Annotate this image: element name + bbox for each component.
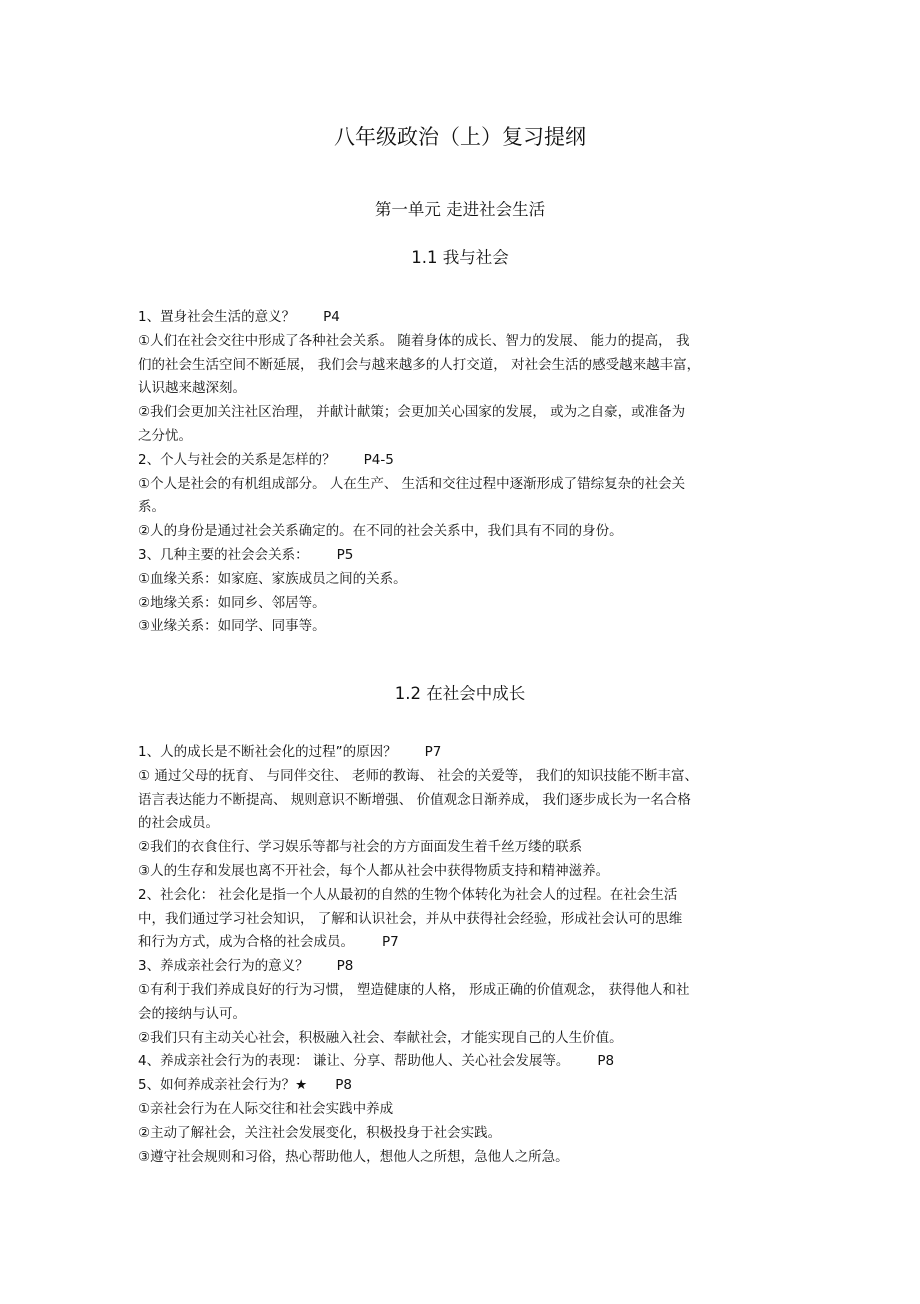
text-line xyxy=(138,1027,788,1051)
line-text: 5、如何养成亲社会行为？★ xyxy=(138,1077,308,1094)
text-line xyxy=(138,330,788,354)
text-line xyxy=(138,931,788,955)
text-line xyxy=(138,615,788,639)
line-text: ③人的生存和发展也离不开社会，每个人都从社会中获得物质支持和精神滋养。 xyxy=(138,862,610,879)
line-text: ①人们在社会交往中形成了各种社会关系。 随着身体的成长、智力的发展、 能力的提高， 我 xyxy=(138,332,690,349)
line-text: 系。 xyxy=(138,499,165,516)
text-line xyxy=(138,401,788,425)
text-line xyxy=(138,425,788,449)
text-line xyxy=(138,860,788,884)
unit-title: 第一单元 走进社会生活 xyxy=(374,200,546,219)
text-line xyxy=(138,306,788,330)
text-line xyxy=(138,377,788,401)
line-text: 和行为方式，成为合格的社会成员。 xyxy=(138,934,354,951)
line-text: ①血缘关系：如家庭、家族成员之间的关系。 xyxy=(138,570,407,587)
line-text: 3、养成亲社会行为的意义？ xyxy=(138,958,309,975)
line-text: 2、社会化： 社会化是指一个人从最初的自然的生物个体转化为社会人的过程。在社会生活 xyxy=(138,886,678,903)
line-text: ②人的身份是通过社会关系确定的。在不同的社会关系中，我们具有不同的身份。 xyxy=(138,523,623,540)
line-text: ②我们的衣食住行、学习娱乐等都与社会的方方面面发生着千丝万缕的联系 xyxy=(138,839,583,856)
line-text: ②我们会更加关注社区治理， 并献计献策；会更加关心国家的发展， 或为之自豪，或准备为 xyxy=(138,404,686,421)
line-text: 的社会成员。 xyxy=(138,815,219,832)
line-text: 1、人的成长是不断社会化的过程”的原因？ xyxy=(138,744,397,760)
line-text: 2、个人与社会的关系是怎样的？ xyxy=(138,451,336,468)
line-text: 会的接纳与认可。 xyxy=(138,1005,246,1022)
text-line xyxy=(138,1050,788,1074)
text-line xyxy=(138,741,788,765)
line-text: 1、置身社会生活的意义？ xyxy=(138,309,296,325)
text-line xyxy=(138,1122,788,1146)
line-text: ①有利于我们养成良好的行为习惯， 塑造健康的人格， 形成正确的价值观念， 获得他人和社 xyxy=(138,981,690,998)
text-line xyxy=(138,544,788,568)
text-line xyxy=(138,1074,788,1098)
line-text: ① 通过父母的抚育、 与同伴交往、 老师的教诲、 社会的关爱等， 我们的知识技能不断丰富、 xyxy=(138,767,699,784)
line-text: 4、养成亲社会行为的表现： 谦让、分享、帮助他人、关心社会发展等。 xyxy=(138,1053,570,1070)
text-line xyxy=(138,496,788,520)
text-line xyxy=(138,765,788,789)
page-reference: P5 xyxy=(336,546,354,563)
line-text: ③遵守社会规则和习俗，热心帮助他人，想他人之所想，急他人之所急。 xyxy=(138,1148,569,1165)
section-1-2-heading: 1.2 在社会中成长 xyxy=(394,684,526,703)
section-1-2-body xyxy=(138,741,788,1169)
page-reference: P4 xyxy=(323,309,340,325)
text-line xyxy=(138,1098,788,1122)
line-text: ②我们只有主动关心社会，积极融入社会、奉献社会，才能实现自己的人生价值。 xyxy=(138,1029,623,1046)
text-line xyxy=(138,812,788,836)
text-line xyxy=(138,789,788,813)
section-1-1-body xyxy=(138,306,788,639)
line-text: ①个人是社会的有机组成部分。 人在生产、 生活和交往过程中逐渐形成了错综复杂的社会关 xyxy=(138,475,686,492)
line-text: 语言表达能力不断提高、 规则意识不断增强、 价值观念日渐养成， 我们逐步成长为一名合格 xyxy=(138,791,691,808)
line-text: 认识越来越深刻。 xyxy=(138,380,246,397)
text-line xyxy=(138,908,788,932)
text-line xyxy=(138,592,788,616)
section-1-1-heading: 1.1 我与社会 xyxy=(411,248,509,267)
text-line xyxy=(138,1146,788,1170)
text-line xyxy=(138,520,788,544)
text-line xyxy=(138,836,788,860)
line-text: 们的社会生活空间不断延展， 我们会与越来越多的人打交道， 对社会生活的感受越来越丰富， xyxy=(138,356,701,373)
text-line xyxy=(138,473,788,497)
text-line xyxy=(138,1003,788,1027)
text-line xyxy=(138,884,788,908)
line-text: 中，我们通过学习社会知识， 了解和认识社会，并从中获得社会经验，形成社会认可的思维 xyxy=(138,910,683,927)
text-line xyxy=(138,449,788,473)
page-reference: P8 xyxy=(597,1053,615,1070)
text-line xyxy=(138,354,788,378)
text-line xyxy=(138,955,788,979)
text-line xyxy=(138,568,788,592)
line-text: ②主动了解社会，关注社会发展变化，积极投身于社会实践。 xyxy=(138,1124,502,1141)
page-reference: P8 xyxy=(335,1077,352,1094)
page-reference: P7 xyxy=(382,934,399,951)
line-text: 之分忧。 xyxy=(138,427,192,444)
page-reference: P7 xyxy=(424,744,442,760)
line-text: 3、几种主要的社会会关系： xyxy=(138,546,309,563)
text-line xyxy=(138,979,788,1003)
document-title: 八年级政治（上）复习提纲 xyxy=(334,125,586,149)
line-text: ①亲社会行为在人际交往和社会实践中养成 xyxy=(138,1100,394,1117)
line-text: ③业缘关系：如同学、同事等。 xyxy=(138,618,326,635)
page-reference: P8 xyxy=(336,958,354,975)
page-reference: P4-5 xyxy=(363,451,394,468)
line-text: ②地缘关系：如同乡、邻居等。 xyxy=(138,594,326,611)
